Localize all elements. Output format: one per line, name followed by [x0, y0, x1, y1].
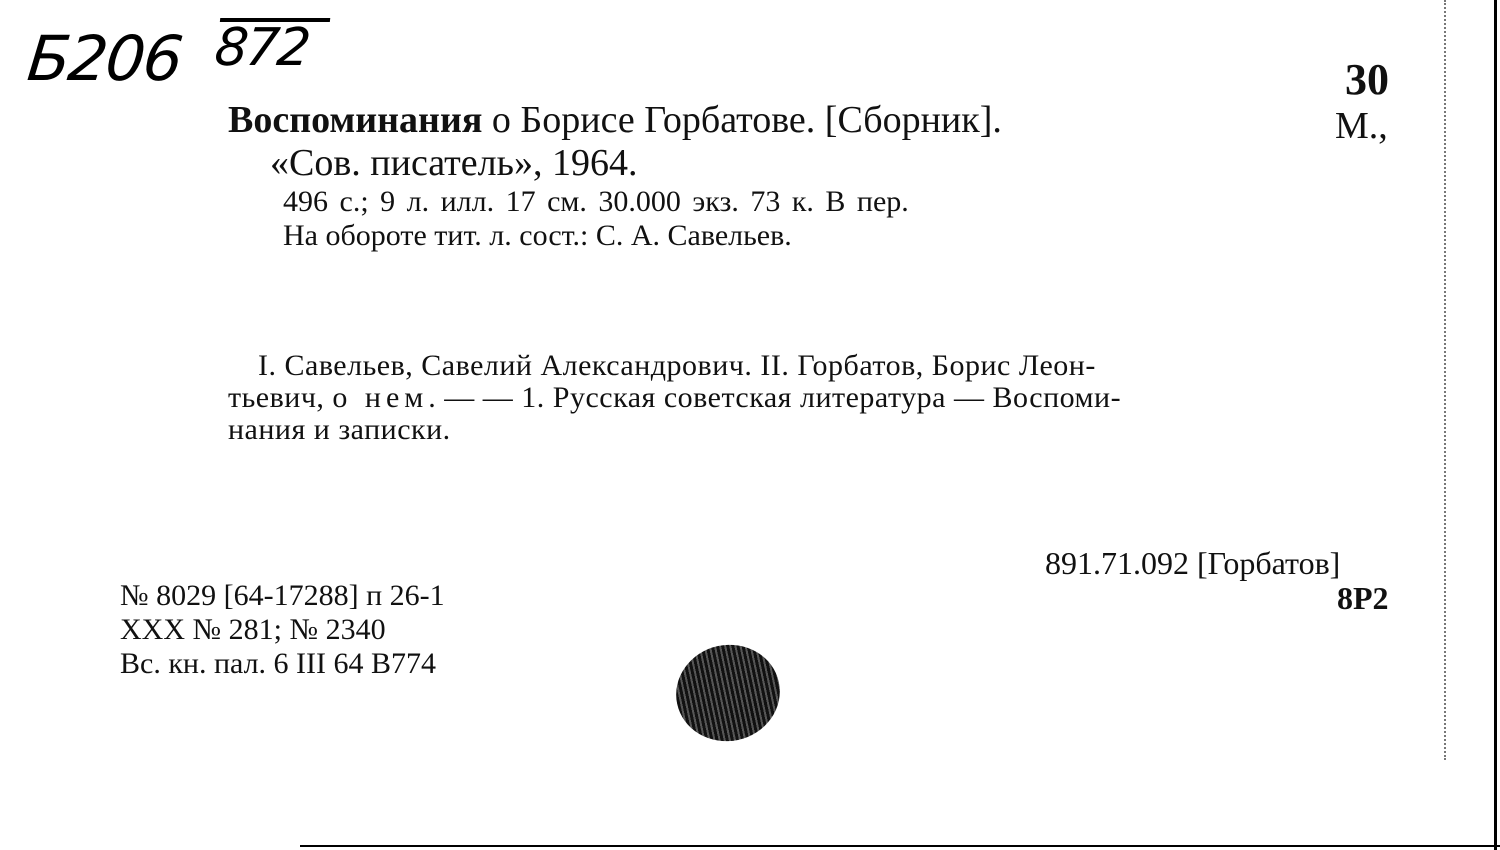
handwritten-numerator: 872 — [211, 18, 312, 78]
subject-line-2 — [228, 380, 1121, 416]
card-edge-right — [1494, 0, 1497, 850]
card-edge-dotted — [1444, 0, 1446, 760]
subject-line-3: нания и записки. — [228, 413, 451, 446]
publisher-line: «Сов. писатель», 1964. — [270, 142, 638, 184]
punch-hole — [667, 635, 789, 751]
footer-line-3: Вс. кн. пал. 6 III 64 В774 — [120, 647, 437, 680]
bbk-index: 8Р2 — [1337, 580, 1389, 616]
footer-line-2: XXX № 281; № 2340 — [120, 613, 386, 646]
title-rest: о Борисе Горбатове. [Сборник]. — [482, 99, 1002, 141]
city: М., — [1335, 105, 1388, 147]
subject-line-2b: . — — 1. Русская советская литература — Воспоми- — [428, 381, 1122, 414]
title-bold: Воспоминания — [228, 99, 483, 141]
compiler-note: На обороте тит. л. сост.: С. А. Савельев. — [283, 219, 792, 252]
card-number: 30 — [1345, 55, 1389, 104]
card-edge-bottom — [300, 845, 1500, 847]
subject-line-1: I. Савельев, Савелий Александрович. II. Горбатов, Борис Леон- — [258, 349, 1096, 382]
handwritten-fraction — [206, 18, 330, 78]
subject-line-2a: тьевич, — [228, 381, 333, 414]
subject-spaced: о нем — [332, 381, 429, 414]
footer-line-1: № 8029 [64-17288] п 26-1 — [120, 579, 445, 612]
handwritten-shelf-mark — [24, 18, 312, 95]
handwritten-shelf-code: Б206 — [24, 22, 185, 95]
udc-index: 891.71.092 [Горбатов] — [1045, 545, 1341, 581]
title-line — [228, 99, 1002, 141]
physical-description: 496 с.; 9 л. илл. 17 см. 30.000 экз. 73 к. В пер. — [283, 185, 909, 218]
